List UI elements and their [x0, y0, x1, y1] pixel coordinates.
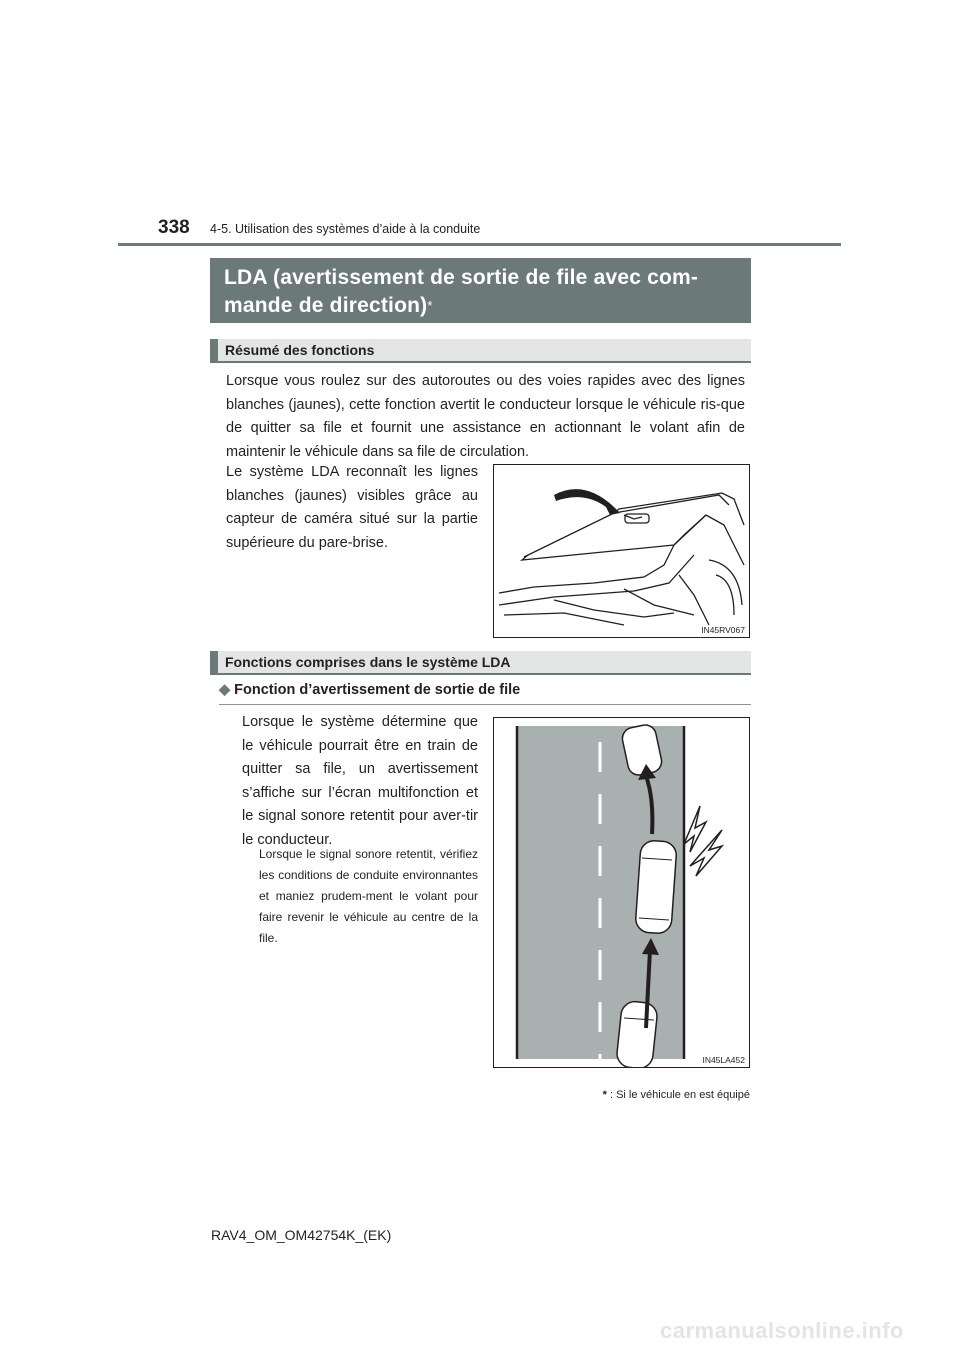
section-title-line1: LDA (avertissement de sortie de file avec com-: [224, 266, 699, 289]
summary-heading: [210, 339, 751, 363]
figure-code: IN45LA452: [702, 1055, 745, 1065]
camera-paragraph: Le système LDA reconnaît les lignes blanches (jaunes) visibles grâce au capteur de caméra situé sur la partie supérieure du pare-brise.: [226, 464, 478, 551]
footer-code: RAV4_OM_OM42754K_(EK): [211, 1227, 392, 1243]
functions-heading: [210, 651, 751, 675]
page-number: 338: [158, 217, 190, 238]
camera-arrow-icon: [554, 489, 620, 515]
watermark: carmanualsonline.info: [660, 1318, 904, 1343]
windshield-camera-illustration: [494, 465, 749, 637]
lane-departure-illustration: [494, 718, 749, 1067]
asterisk-icon: *: [602, 1089, 607, 1101]
function-subheading: [219, 682, 520, 698]
footnote-text: : Si le véhicule en est équipé: [609, 1089, 750, 1101]
asterisk-mark: *: [427, 298, 433, 313]
header-rule: [118, 243, 841, 246]
lane-departure-figure: [493, 717, 750, 1068]
heading-bar: [210, 339, 218, 361]
diamond-icon: ◆: [219, 682, 231, 698]
summary-heading-label: Résumé des fonctions: [225, 342, 375, 358]
warning-bolt-icon: [690, 830, 722, 876]
warning-bolt-icon: [684, 806, 706, 852]
car-bottom-icon: [616, 1000, 659, 1067]
section-title-banner: [210, 258, 751, 323]
function-subheading-label: Fonction d’avertissement de sortie de file: [234, 682, 521, 698]
function-paragraph: Lorsque le système détermine que le véhicule pourrait être en train de quitter sa file, un avertissement s’affiche sur l’écran multifonction et le signal sonore retentit pour aver-tir le conducteur.: [242, 714, 478, 848]
subheading-rule: [219, 704, 751, 705]
functions-heading-label: Fonctions comprises dans le système LDA: [225, 654, 511, 670]
section-title-line2: mande de direction): [224, 294, 428, 317]
heading-bar: [210, 651, 218, 673]
windshield-camera-figure: [493, 464, 750, 638]
chapter-title: 4-5. Utilisation des systèmes d’aide à la conduite: [210, 222, 481, 236]
function-note: Lorsque le signal sonore retentit, vérifiez les conditions de conduite environnantes et maniez prudem-ment le volant pour faire revenir le véhicule au centre de la file.: [259, 847, 478, 945]
summary-paragraph: Lorsque vous roulez sur des autoroutes ou des voies rapides avec des lignes blanches (jaunes), cette fonction avertit le conducteur lorsque le véhicule ris-que de quitter sa file et fournit une assistance en actionnant le volant afin de maintenir le véhicule dans sa file de circulation.: [226, 373, 745, 460]
figure-code: IN45RV067: [701, 625, 745, 635]
car-middle-icon: [635, 840, 677, 934]
footnote: [603, 1089, 750, 1101]
